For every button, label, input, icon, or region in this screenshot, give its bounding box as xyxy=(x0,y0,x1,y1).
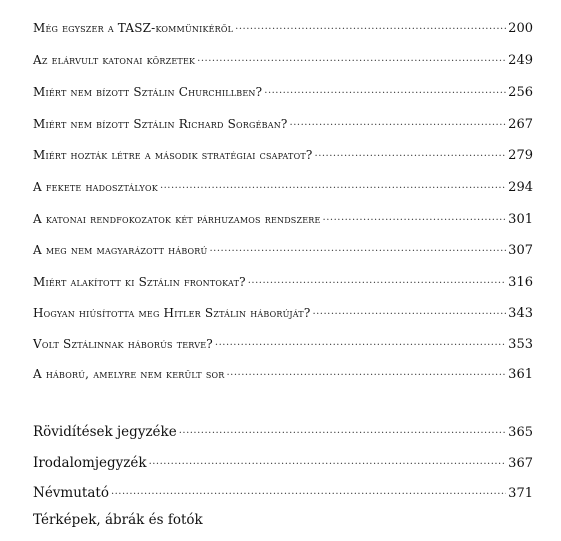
toc-entry-page: 249 xyxy=(508,53,533,68)
dot-leader xyxy=(312,301,506,317)
toc-entry-title: Még egyszer a TASZ-kommünikéről xyxy=(33,21,234,35)
dot-leader xyxy=(179,420,506,436)
toc-entry-title: A katonai rendfokozatok két párhuzamos rendszere xyxy=(33,212,321,226)
table-of-contents xyxy=(33,0,533,541)
toc-entry xyxy=(33,16,533,36)
toc-appendix-entry xyxy=(33,420,533,440)
toc-entry xyxy=(33,270,533,290)
toc-entry-page: 256 xyxy=(508,85,533,100)
toc-entry-page: 353 xyxy=(508,337,533,352)
toc-entry xyxy=(33,48,533,68)
toc-entry xyxy=(33,332,533,352)
toc-appendix-entry xyxy=(33,451,533,471)
dot-leader xyxy=(290,112,507,128)
toc-entry-page: 294 xyxy=(508,180,533,195)
toc-entry-page: 365 xyxy=(508,425,533,440)
toc-entry xyxy=(33,80,533,100)
toc-entry-page: 316 xyxy=(508,275,533,290)
dot-leader xyxy=(111,481,506,497)
toc-entry-page: 367 xyxy=(508,456,533,471)
toc-entry xyxy=(33,175,533,195)
dot-leader xyxy=(264,80,506,96)
toc-entry-title: Névmutató xyxy=(33,485,109,501)
dot-leader xyxy=(248,270,506,286)
dot-leader xyxy=(226,362,506,378)
toc-entry-page: 267 xyxy=(508,117,533,132)
toc-entry xyxy=(33,112,533,132)
dot-leader xyxy=(209,238,506,254)
toc-entry-title: Rövidítések jegyzéke xyxy=(33,424,177,440)
dot-leader xyxy=(149,451,507,467)
toc-entry-title: Miért nem bízott Sztálin Churchillben? xyxy=(33,85,263,99)
toc-entry-title: Miért hozták létre a második stratégiai csapatot? xyxy=(33,148,313,162)
toc-entry-title: Hogyan hiúsította meg Hitler Sztálin háborúját? xyxy=(33,306,311,320)
dot-leader xyxy=(215,332,506,348)
toc-entry-title: Miért nem bízott Sztálin Richard Sorgéban? xyxy=(33,117,288,131)
toc-entry-title: A meg nem magyarázott háború xyxy=(33,243,208,257)
toc-entry-title: Miért alakított ki Sztálin frontokat? xyxy=(33,275,246,289)
dot-leader xyxy=(315,143,507,159)
toc-entry-title: Volt Sztálinnak háborús terve? xyxy=(33,337,213,351)
dot-leader xyxy=(235,16,506,32)
toc-entry-page: 279 xyxy=(508,148,533,163)
toc-entry-page: 301 xyxy=(508,212,533,227)
toc-entry xyxy=(33,301,533,321)
toc-entry-title: A fekete hadosztályok xyxy=(33,180,158,194)
dot-leader xyxy=(160,175,506,191)
toc-entry-page: 307 xyxy=(508,243,533,258)
toc-entry xyxy=(33,207,533,227)
toc-entry xyxy=(33,362,533,382)
toc-appendix-entry xyxy=(33,512,533,528)
dot-leader xyxy=(323,207,507,223)
toc-entry-page: 200 xyxy=(508,21,533,36)
dot-leader xyxy=(197,48,506,64)
toc-entry-title: Térképek, ábrák és fotók xyxy=(33,512,203,528)
toc-entry xyxy=(33,238,533,258)
toc-entry-title: A háború, amelyre nem került sor xyxy=(33,367,225,381)
toc-entry-title: Irodalomjegyzék xyxy=(33,455,147,471)
toc-entry-title: Az elárvult katonai körzetek xyxy=(33,53,196,67)
toc-entry-page: 361 xyxy=(508,367,533,382)
toc-entry xyxy=(33,143,533,163)
toc-appendix-entry xyxy=(33,481,533,501)
toc-entry-page: 343 xyxy=(508,306,533,321)
toc-entry-page: 371 xyxy=(508,486,533,501)
